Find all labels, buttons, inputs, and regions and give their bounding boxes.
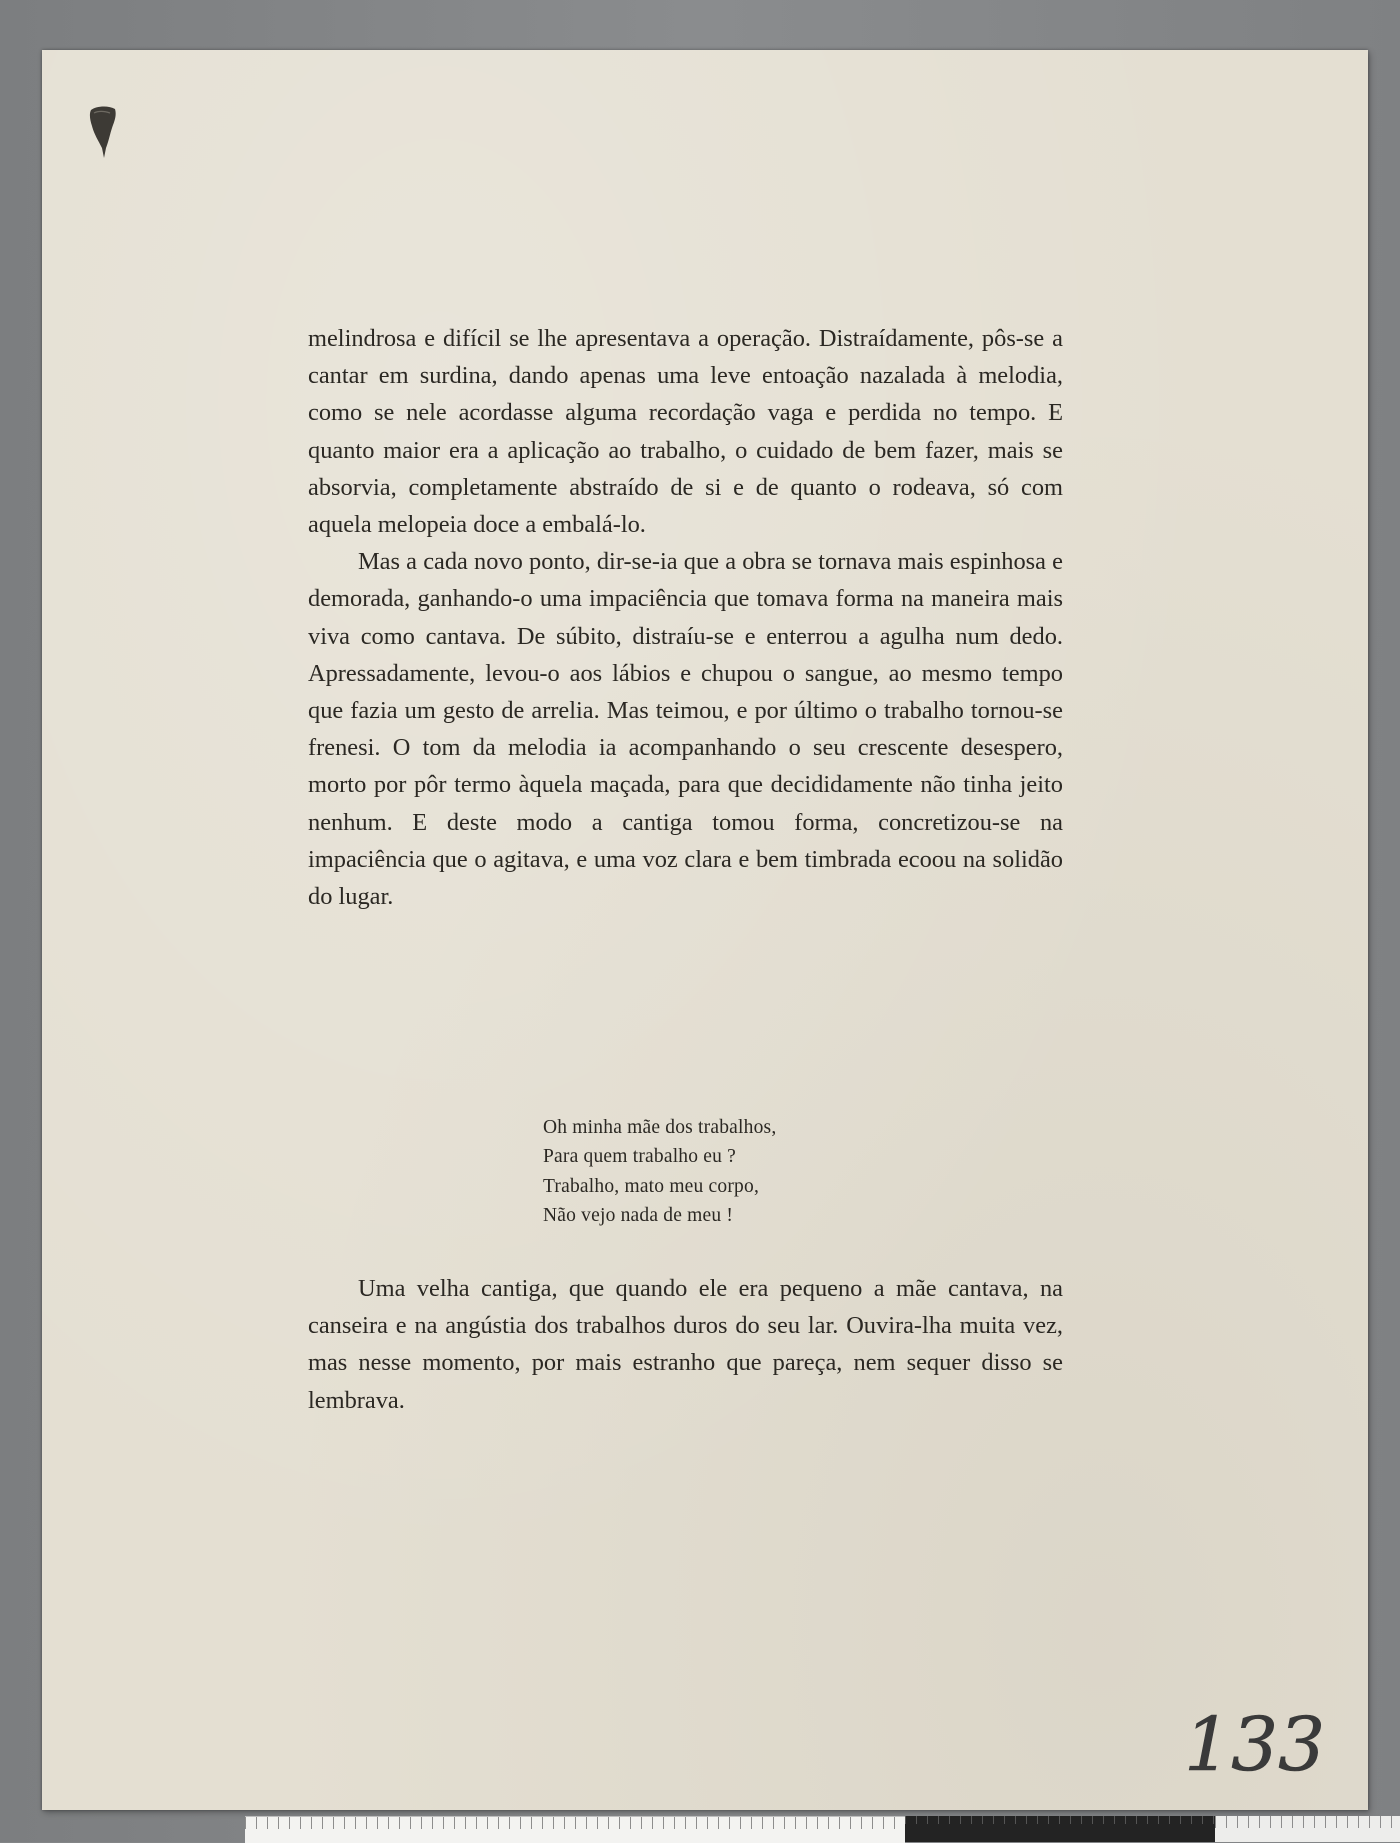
ruler-light-segment-2 <box>1215 1816 1400 1842</box>
verse-line: Oh minha mãe dos trabalhos, <box>543 1117 777 1138</box>
document-page <box>42 50 1368 1810</box>
paragraph-1: melindrosa e difícil se lhe apresentava a operação. Distraídamente, pôs-se a cantar em surdina, dando apenas uma leve entoação nazalada à melodia, como se nele acordasse alguma recordação vaga e perdida no tempo. E quanto maior era a aplicação ao trabalho, o cuidado de bem fazer, mais se absorvia, completamente abstraído de si e de quanto o rodeava, só com aquela melopeia doce a embalá-lo. <box>308 325 1063 539</box>
main-text <box>308 320 1063 915</box>
folio-number-text: 133 <box>1184 1702 1326 1788</box>
scale-ruler <box>245 1816 1400 1842</box>
verse-line: Trabalho, mato meu corpo, <box>543 1175 760 1197</box>
ruler-dark-segment <box>905 1816 1215 1842</box>
closing-text <box>308 1270 1063 1419</box>
ruler-light-segment <box>245 1816 905 1843</box>
verse-line: Para quem trabalho eu ? <box>543 1146 737 1168</box>
paragraph-3: Uma velha cantiga, que quando ele era pequeno a mãe cantava, na canseira e na angústia dos trabalhos duros do seu lar. Ouvira-lha muita vez, mas nesse momento, por mais estranho que pareça, nem sequer disso se lembrava. <box>308 1275 1063 1414</box>
verse-quatrain <box>543 1113 776 1230</box>
verse-line: Não vejo nada de meu ! <box>543 1204 734 1226</box>
handwritten-folio-number <box>1178 1688 1328 1788</box>
paragraph-2: Mas a cada novo ponto, dir-se-ia que a obra se tornava mais espinhosa e demorada, ganhando-o uma impaciência que tomava forma na maneira mais viva como cantava. De súbito, distraíu-se e enterrou a agulha num dedo. Apressadamente, levou-o aos lábios e chupou o sangue, ao mesmo tempo que fazia um gesto de arrelia. Mas teimou, e por último o trabalho tornou-se frenesi. O tom da melodia ia acompanhando o seu crescente desespero, morto por pôr termo àquela maçada, para que decididamente não tinha jeito nenhum. E deste modo a cantiga tomou forma, concretizou-se na impaciência que o agitava, e uma voz clara e bem timbrada ecoou na solidão do lugar. <box>308 548 1063 911</box>
torn-hole-mark <box>88 104 118 164</box>
